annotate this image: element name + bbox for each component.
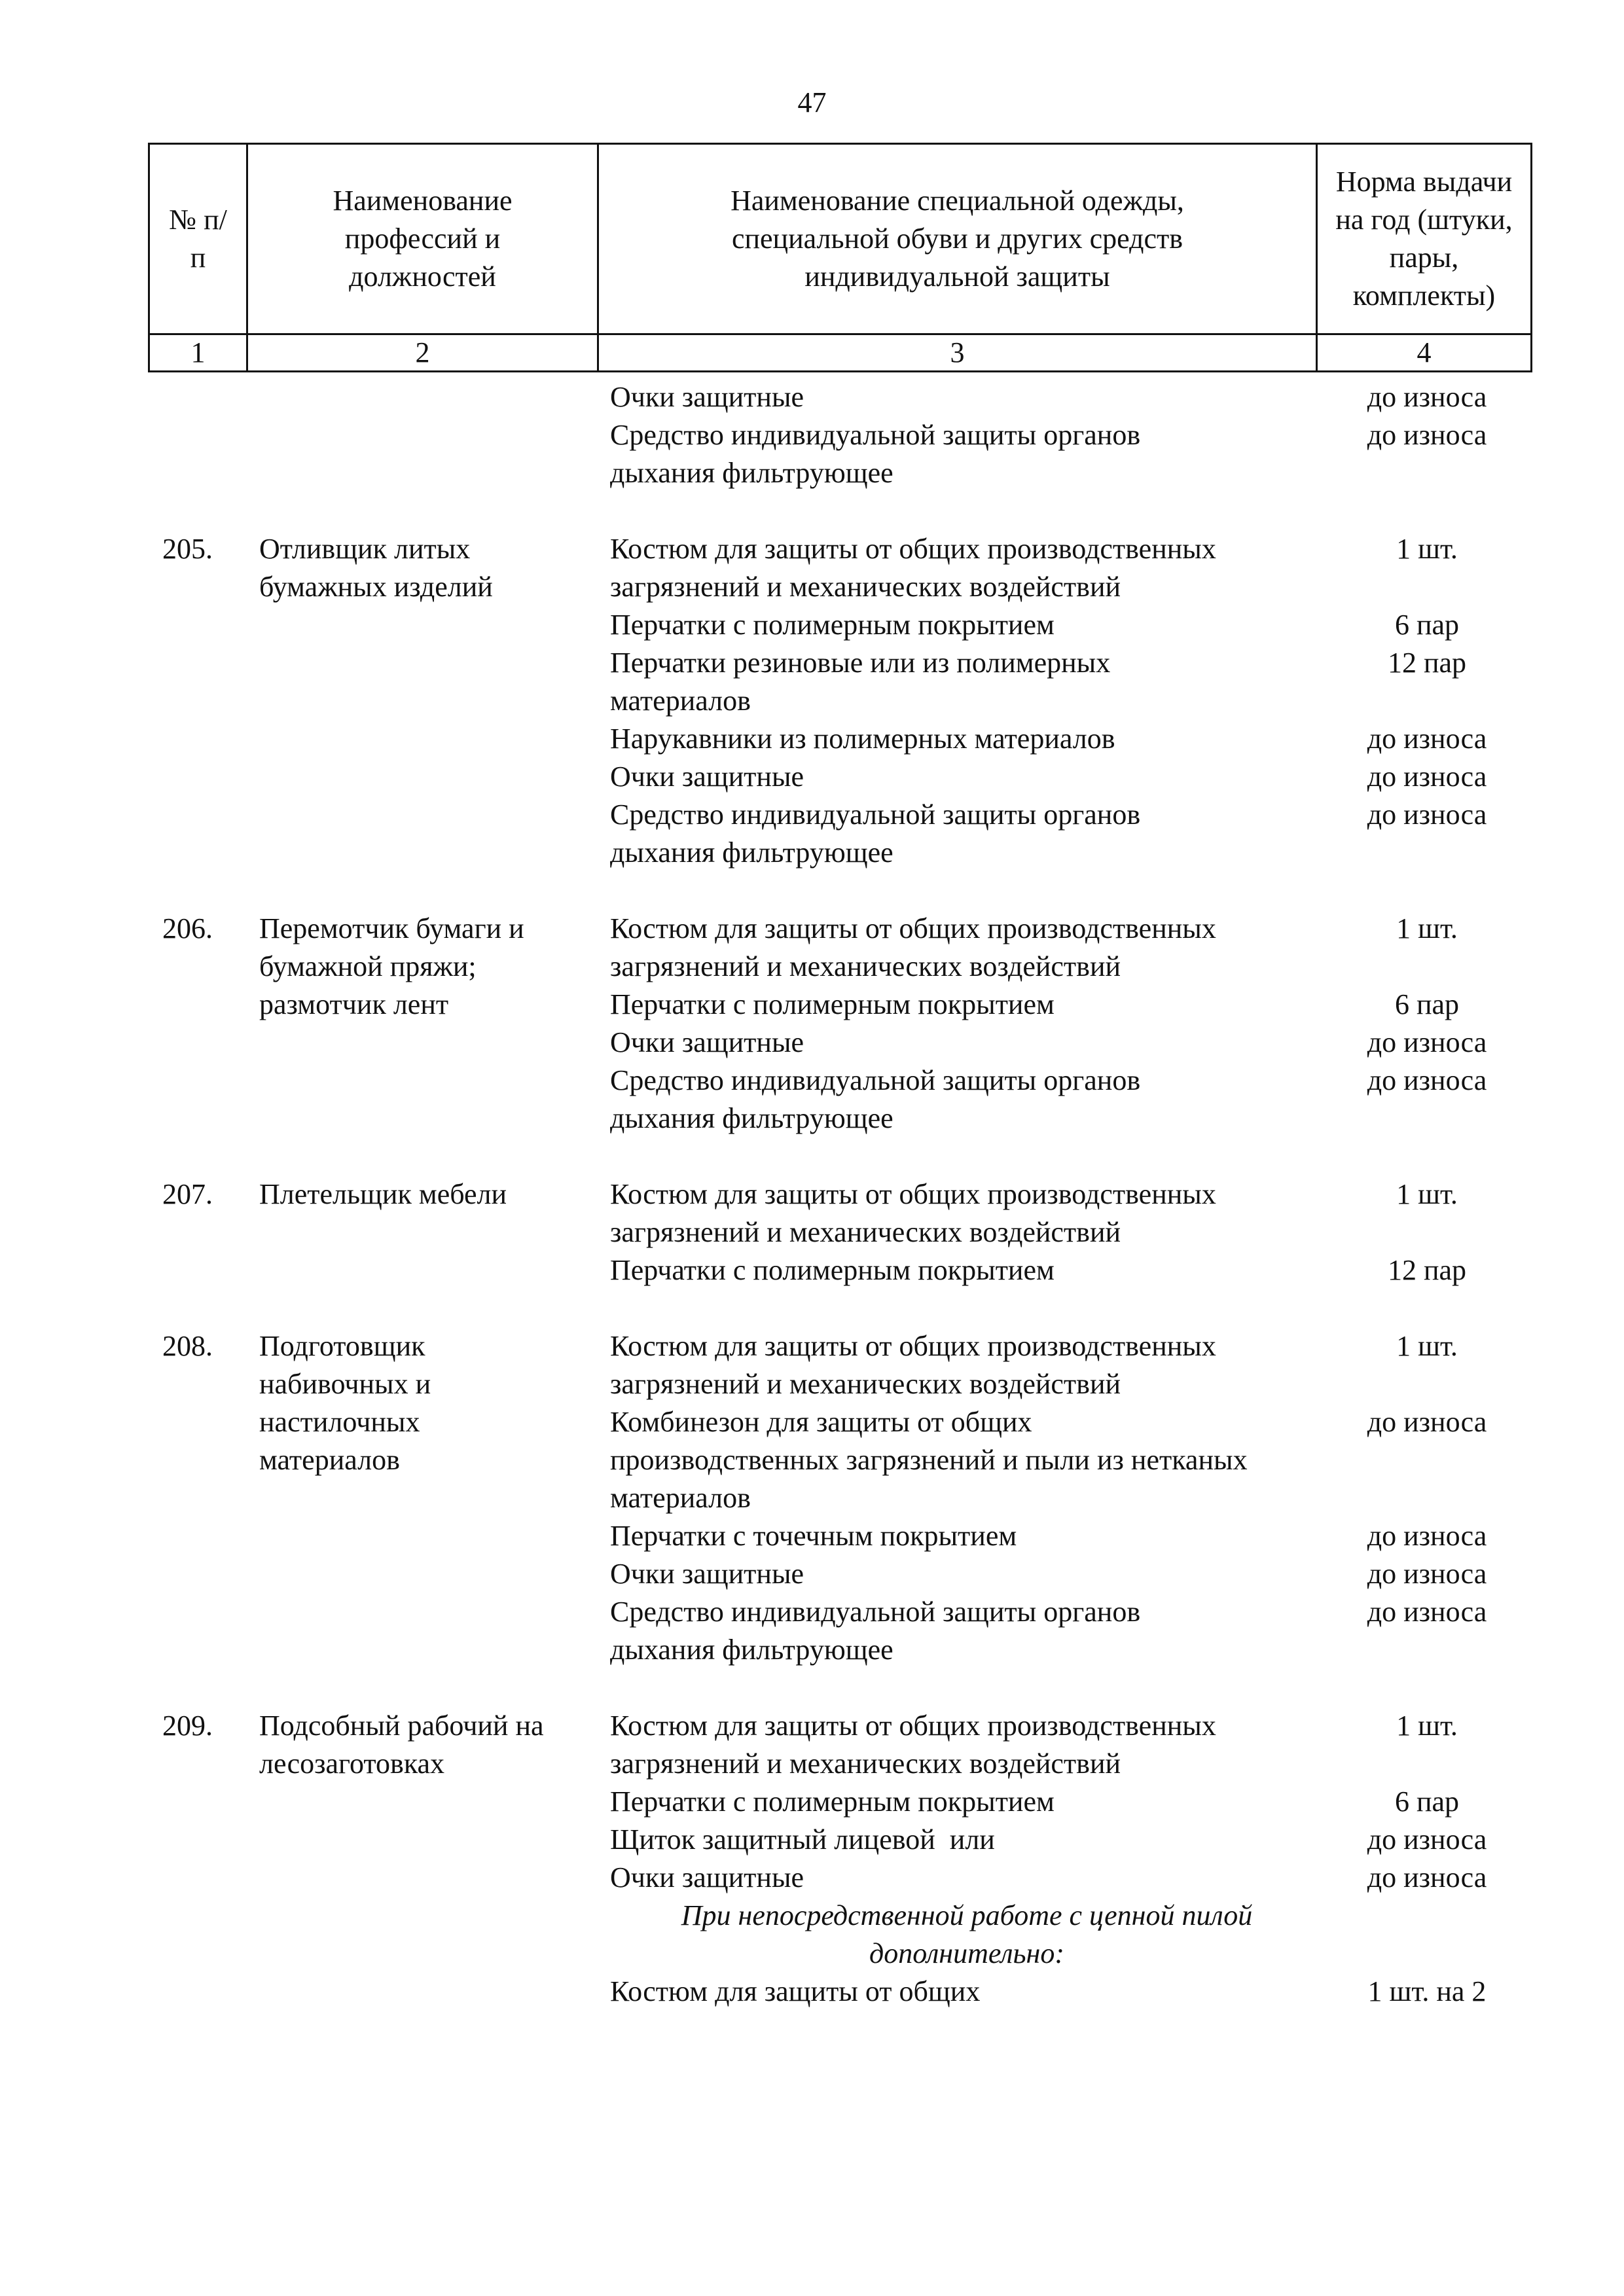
table-header bbox=[148, 143, 1532, 372]
item-list bbox=[610, 1175, 1530, 1289]
row-number: 205. bbox=[162, 533, 213, 565]
table-row bbox=[148, 1707, 1530, 2011]
continuation-group bbox=[148, 378, 1530, 492]
table-body bbox=[148, 378, 1530, 2049]
item-name: Костюм для защиты от общих производственных загрязнений и механических воздействий bbox=[610, 533, 1216, 603]
header-num-1: 1 bbox=[149, 334, 247, 372]
row-number: 208. bbox=[162, 1330, 213, 1362]
table-row bbox=[148, 1175, 1530, 1289]
item-list bbox=[610, 1327, 1530, 1669]
item-norm: до износа bbox=[1367, 419, 1487, 451]
list-item bbox=[610, 1555, 1530, 1593]
item-name: Средство индивидуальной защиты органов дыхания фильтрующее bbox=[610, 1596, 1141, 1666]
list-item bbox=[610, 378, 1530, 416]
item-list bbox=[610, 530, 1530, 872]
table-row bbox=[148, 910, 1530, 1138]
item-list bbox=[610, 1707, 1530, 2011]
item-name: Костюм для защиты от общих производственных загрязнений и механических воздействий bbox=[610, 1330, 1216, 1400]
item-name: Щиток защитный лицевой или bbox=[610, 1823, 995, 1856]
header-num-4: 4 bbox=[1317, 334, 1532, 372]
header-col-norm-label: Норма выдачи на год (штуки, пары, комплекты) bbox=[1335, 166, 1513, 312]
list-item bbox=[610, 1024, 1530, 1062]
item-name: Перчатки с полимерным покрытием bbox=[610, 988, 1055, 1020]
item-name: Комбинезон для защиты от общих производственных загрязнений и пыли из нетканых материалов bbox=[610, 1406, 1248, 1514]
table-row bbox=[148, 530, 1530, 872]
list-item bbox=[610, 1251, 1530, 1289]
header-col-equipment bbox=[598, 144, 1317, 334]
list-item bbox=[610, 758, 1530, 796]
item-list bbox=[610, 378, 1530, 492]
item-name: Очки защитные bbox=[610, 1558, 804, 1590]
item-norm: 6 пар bbox=[1394, 609, 1460, 641]
list-item bbox=[610, 1707, 1530, 1783]
item-norm: 1 шт. bbox=[1396, 912, 1458, 944]
list-item bbox=[610, 1403, 1530, 1517]
item-name: Очки защитные bbox=[610, 1861, 804, 1893]
list-item bbox=[610, 1062, 1530, 1138]
item-norm: 12 пар bbox=[1387, 1254, 1467, 1286]
item-name: Перчатки с полимерным покрытием bbox=[610, 609, 1055, 641]
item-name: Очки защитные bbox=[610, 381, 804, 413]
item-note: При непосредственной работе с цепной пилой дополнительно: bbox=[681, 1899, 1253, 1969]
item-list bbox=[610, 910, 1530, 1138]
item-name: Перчатки резиновые или из полимерных материалов bbox=[610, 647, 1111, 717]
header-col-number-label: № п/п bbox=[169, 204, 227, 274]
header-col-profession-label: Наименование профессий и должностей bbox=[333, 185, 513, 293]
list-item bbox=[610, 1517, 1530, 1555]
item-norm: до износа bbox=[1367, 1520, 1487, 1552]
item-name: Перчатки с полимерным покрытием bbox=[610, 1254, 1055, 1286]
item-name: Средство индивидуальной защиты органов дыхания фильтрующее bbox=[610, 1064, 1141, 1134]
list-item bbox=[610, 1593, 1530, 1669]
item-norm: до износа bbox=[1367, 761, 1487, 793]
header-col-equipment-label: Наименование специальной одежды, специальной обуви и других средств индивидуальной защиты bbox=[731, 185, 1184, 293]
item-norm: до износа bbox=[1367, 381, 1487, 413]
item-name: Средство индивидуальной защиты органов дыхания фильтрующее bbox=[610, 798, 1141, 869]
item-norm: до износа bbox=[1367, 1596, 1487, 1628]
header-num-2: 2 bbox=[247, 334, 598, 372]
item-norm: 1 шт. bbox=[1396, 1710, 1458, 1742]
list-item bbox=[610, 1783, 1530, 1821]
item-norm: до износа bbox=[1367, 1823, 1487, 1856]
item-norm: до износа bbox=[1367, 723, 1487, 755]
list-item bbox=[610, 1327, 1530, 1403]
item-norm: 6 пар bbox=[1394, 988, 1460, 1020]
item-norm: до износа bbox=[1367, 1026, 1487, 1058]
header-col-norm bbox=[1317, 144, 1532, 334]
header-col-number bbox=[149, 144, 247, 334]
list-item bbox=[610, 644, 1530, 720]
item-norm: 1 шт. bbox=[1396, 1330, 1458, 1362]
row-number: 209. bbox=[162, 1710, 213, 1742]
list-item bbox=[610, 796, 1530, 872]
item-name: Нарукавники из полимерных материалов bbox=[610, 723, 1115, 755]
item-norm: 1 шт. на 2 bbox=[1367, 1975, 1487, 2007]
list-item bbox=[610, 910, 1530, 986]
item-name: Перчатки с полимерным покрытием bbox=[610, 1785, 1055, 1818]
list-item bbox=[610, 416, 1530, 492]
profession-name: Подсобный рабочий на лесозаготовках bbox=[259, 1710, 544, 1780]
list-item bbox=[610, 1821, 1530, 1859]
profession-name: Плетельщик мебели bbox=[259, 1178, 507, 1210]
list-item bbox=[610, 1859, 1530, 1897]
item-name: Костюм для защиты от общих производственных загрязнений и механических воздействий bbox=[610, 1710, 1216, 1780]
profession-name: Перемотчик бумаги и бумажной пряжи; размотчик лент bbox=[259, 912, 524, 1020]
list-item bbox=[610, 1897, 1530, 1973]
item-name: Костюм для защиты от общих производственных загрязнений и механических воздействий bbox=[610, 912, 1216, 982]
item-name: Костюм для защиты от общих bbox=[610, 1975, 981, 2007]
item-norm: до износа bbox=[1367, 1861, 1487, 1893]
page-number: 47 bbox=[797, 86, 827, 118]
row-number: 206. bbox=[162, 912, 213, 944]
item-norm: до износа bbox=[1367, 1406, 1487, 1438]
item-name: Костюм для защиты от общих производственных загрязнений и механических воздействий bbox=[610, 1178, 1216, 1248]
item-name: Очки защитные bbox=[610, 761, 804, 793]
profession-name: Отливщик литых бумажных изделий bbox=[259, 533, 493, 603]
item-norm: до износа bbox=[1367, 1558, 1487, 1590]
table-row bbox=[148, 1327, 1530, 1669]
header-col-profession bbox=[247, 144, 598, 334]
profession-name: Подготовщик набивочных и настилочных материалов bbox=[259, 1330, 431, 1476]
list-item bbox=[610, 1973, 1530, 2011]
item-norm: 12 пар bbox=[1387, 647, 1467, 679]
item-name: Очки защитные bbox=[610, 1026, 804, 1058]
list-item bbox=[610, 530, 1530, 606]
list-item bbox=[610, 606, 1530, 644]
list-item bbox=[610, 1175, 1530, 1251]
header-num-3: 3 bbox=[598, 334, 1317, 372]
item-norm: 1 шт. bbox=[1396, 533, 1458, 565]
row-number: 207. bbox=[162, 1178, 213, 1210]
item-norm: 6 пар bbox=[1394, 1785, 1460, 1818]
list-item bbox=[610, 986, 1530, 1024]
item-norm: до износа bbox=[1367, 1064, 1487, 1096]
item-norm: 1 шт. bbox=[1396, 1178, 1458, 1210]
item-name: Средство индивидуальной защиты органов дыхания фильтрующее bbox=[610, 419, 1141, 489]
list-item bbox=[610, 720, 1530, 758]
item-norm: до износа bbox=[1367, 798, 1487, 831]
item-name: Перчатки с точечным покрытием bbox=[610, 1520, 1017, 1552]
